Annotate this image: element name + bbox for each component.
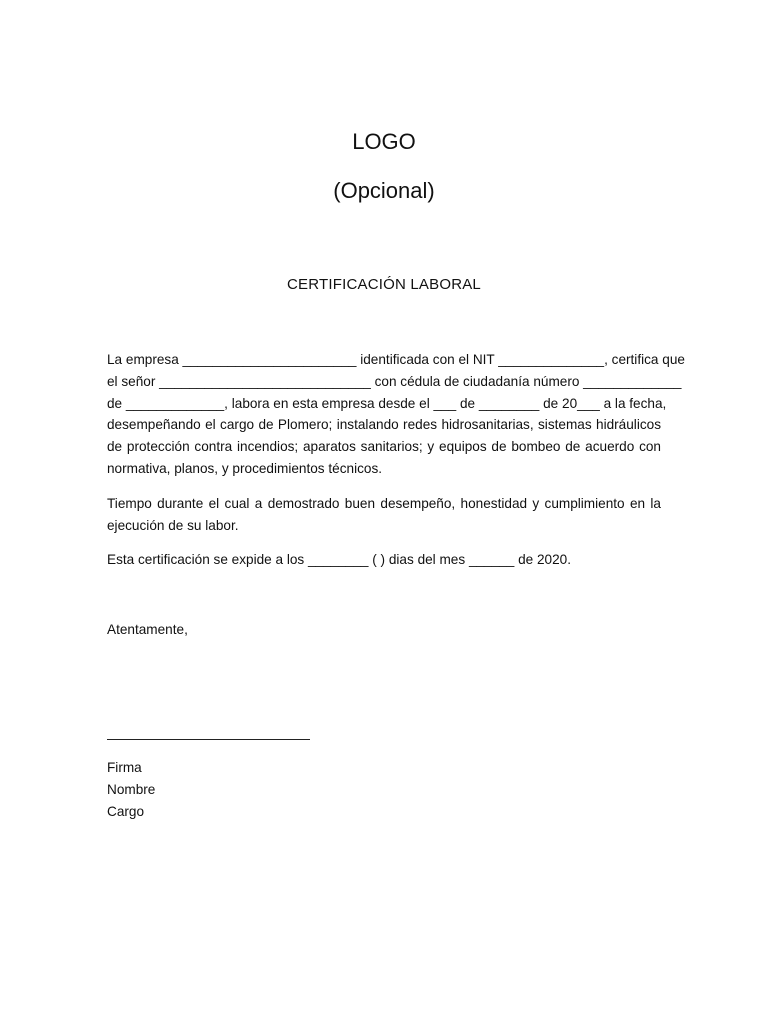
paragraph-line: normativa, planos, y procedimientos técnicos. — [107, 460, 383, 476]
paragraph-line: Tiempo durante el cual a demostrado buen desempeño, honestidad y cumplimiento en la — [107, 496, 661, 511]
paragraph-line: La empresa _______________________ identificada con el NIT ______________, certifica que — [107, 352, 685, 367]
paragraph-line: Esta certificación se expide a los ________ ( ) dias del mes ______ de 2020. — [107, 552, 571, 567]
document-title: CERTIFICACIÓN LABORAL — [287, 276, 481, 293]
closing-salutation: Atentamente, — [107, 622, 188, 637]
logo-placeholder: LOGO — [352, 129, 416, 154]
paragraph-line: ejecución de su labor. — [107, 517, 239, 533]
signature-label-nombre: Nombre — [107, 781, 156, 797]
paragraph-certification — [107, 349, 685, 480]
signature-line — [107, 739, 310, 740]
signature-label-firma: Firma — [107, 760, 142, 775]
signature-label-cargo: Cargo — [107, 803, 145, 819]
paragraph-line: de _____________, labora en esta empresa desde el ___ de ________ de 20___ a la fecha, — [107, 395, 667, 411]
paragraph-issue-date — [107, 549, 661, 571]
signature-block — [107, 757, 155, 822]
logo-optional-note: (Opcional) — [333, 178, 435, 203]
paragraph-performance — [107, 493, 661, 537]
paragraph-line: el señor ____________________________ con cédula de ciudadanía número _____________ — [107, 373, 682, 389]
paragraph-line: de protección contra incendios; aparatos sanitarios; y equipos de bombeo de acuerdo con — [107, 439, 661, 455]
paragraph-line: desempeñando el cargo de Plomero; instalando redes hidrosanitarias, sistemas hidráulicos — [107, 417, 661, 433]
